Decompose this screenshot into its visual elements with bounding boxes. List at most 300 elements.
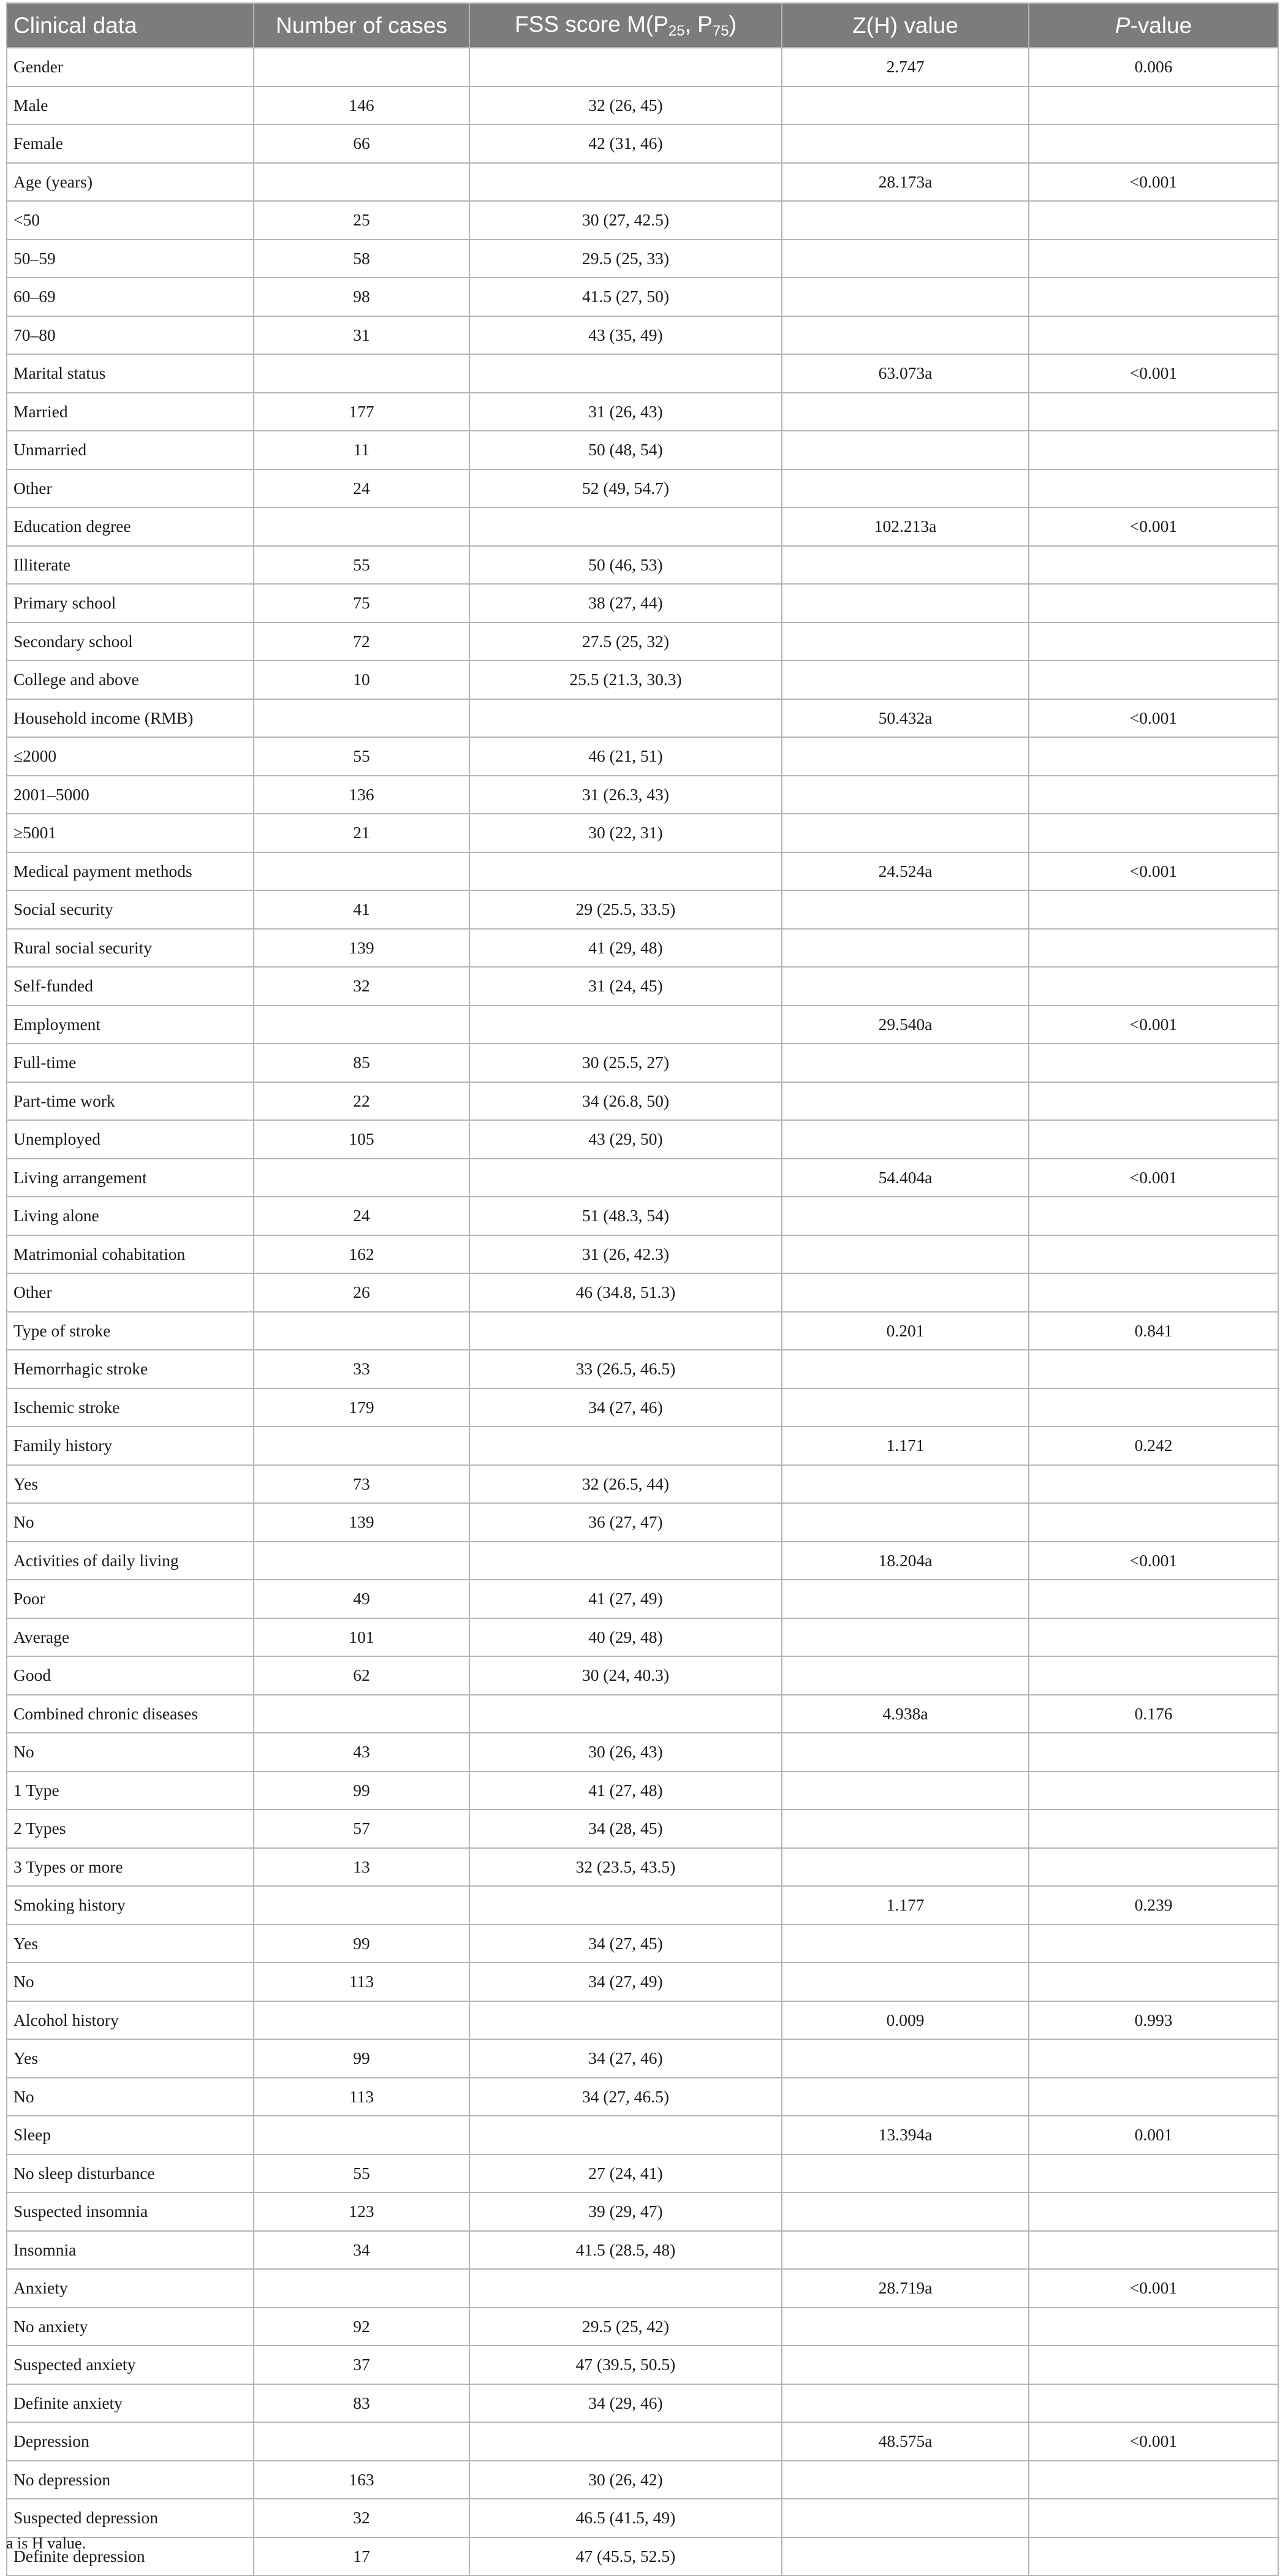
table-container (6, 2, 1278, 2576)
cell-p-value (1029, 1733, 1278, 1771)
cell-number-of-cases: 13 (254, 1848, 469, 1887)
cell-p-value (1029, 1465, 1278, 1504)
cell-p-value: <0.001 (1029, 1542, 1278, 1580)
cell-fss-score: 51 (48.3, 54) (469, 1197, 782, 1235)
cell-fss-score: 30 (27, 42.5) (469, 201, 782, 240)
cell-z-value: 50.432a (782, 699, 1029, 738)
cell-p-value (1029, 1580, 1278, 1618)
cell-fss-score (469, 1695, 782, 1733)
table-row (7, 967, 1278, 1006)
cell-number-of-cases: 24 (254, 469, 469, 508)
cell-number-of-cases (254, 2422, 469, 2461)
cell-number-of-cases: 11 (254, 431, 469, 469)
cell-p-value (1029, 1082, 1278, 1121)
cell-clinical-data: Rural social security (7, 929, 254, 968)
cell-p-value: 0.176 (1029, 1695, 1278, 1733)
header-z-value-text: Z(H) value (852, 12, 958, 38)
cell-fss-score: 27 (24, 41) (469, 2154, 782, 2193)
cell-fss-score: 25.5 (21.3, 30.3) (469, 661, 782, 699)
cell-p-value (1029, 1197, 1278, 1235)
table-row (7, 1426, 1278, 1465)
cell-p-value (1029, 2078, 1278, 2116)
cell-fss-score: 41 (27, 48) (469, 1771, 782, 1810)
cell-z-value (782, 2461, 1029, 2499)
table-row (7, 1618, 1278, 1657)
header-clinical-data-text: Clinical data (13, 12, 137, 38)
cell-number-of-cases: 22 (254, 1082, 469, 1121)
cell-clinical-data: No depression (7, 2461, 254, 2499)
cell-fss-score: 47 (45.5, 52.5) (469, 2537, 782, 2576)
cell-fss-score: 34 (27, 46) (469, 2039, 782, 2078)
cell-p-value (1029, 2154, 1278, 2193)
cell-p-value (1029, 737, 1278, 776)
cell-number-of-cases: 105 (254, 1120, 469, 1159)
cell-clinical-data: 2001–5000 (7, 776, 254, 814)
header-p-value (1029, 3, 1278, 48)
cell-clinical-data: Depression (7, 2422, 254, 2461)
cell-number-of-cases (254, 48, 469, 86)
cell-p-value (1029, 2308, 1278, 2346)
cell-fss-score: 38 (27, 44) (469, 584, 782, 623)
cell-fss-score: 47 (39.5, 50.5) (469, 2346, 782, 2384)
table-row (7, 2422, 1278, 2461)
cell-fss-score: 34 (27, 46.5) (469, 2078, 782, 2116)
cell-p-value (1029, 2231, 1278, 2270)
cell-p-value: 0.239 (1029, 1886, 1278, 1925)
table-row (7, 929, 1278, 968)
header-fss-end: ) (729, 11, 737, 37)
header-fss-sub-75: 75 (712, 22, 729, 39)
cell-number-of-cases (254, 1006, 469, 1044)
cell-fss-score: 41.5 (27, 50) (469, 278, 782, 316)
cell-z-value (782, 393, 1029, 431)
table-footnote: a is H value. (6, 2534, 86, 2552)
cell-z-value (782, 2039, 1029, 2078)
cell-z-value (782, 623, 1029, 661)
cell-z-value: 18.204a (782, 1542, 1029, 1580)
cell-z-value (782, 124, 1029, 163)
cell-z-value (782, 737, 1029, 776)
cell-number-of-cases: 99 (254, 2039, 469, 2078)
cell-p-value (1029, 1925, 1278, 1963)
cell-fss-score: 46 (21, 51) (469, 737, 782, 776)
cell-p-value: <0.001 (1029, 1006, 1278, 1044)
cell-z-value (782, 1503, 1029, 1542)
cell-clinical-data: No (7, 1733, 254, 1771)
cell-p-value (1029, 1809, 1278, 1848)
table-row (7, 661, 1278, 699)
cell-number-of-cases (254, 1312, 469, 1351)
table-body (7, 48, 1278, 2575)
cell-p-value (1029, 2537, 1278, 2576)
cell-clinical-data: Suspected anxiety (7, 2346, 254, 2384)
table-row (7, 2346, 1278, 2384)
cell-fss-score: 31 (26, 43) (469, 393, 782, 431)
cell-number-of-cases: 55 (254, 2154, 469, 2193)
cell-fss-score: 46 (34.8, 51.3) (469, 1273, 782, 1312)
cell-fss-score: 30 (26, 43) (469, 1733, 782, 1771)
cell-z-value (782, 1656, 1029, 1695)
table-row (7, 1273, 1278, 1312)
header-number-of-cases-text: Number of cases (276, 12, 447, 38)
table-row (7, 890, 1278, 929)
cell-number-of-cases: 177 (254, 393, 469, 431)
cell-clinical-data: No (7, 1963, 254, 2001)
cell-z-value: 29.540a (782, 1006, 1029, 1044)
cell-clinical-data: Unmarried (7, 431, 254, 469)
table-row (7, 507, 1278, 546)
cell-p-value (1029, 584, 1278, 623)
cell-number-of-cases: 98 (254, 278, 469, 316)
cell-z-value: 1.177 (782, 1886, 1029, 1925)
cell-p-value: <0.001 (1029, 2422, 1278, 2461)
cell-clinical-data: College and above (7, 661, 254, 699)
cell-p-value (1029, 469, 1278, 508)
table-row (7, 1925, 1278, 1963)
cell-fss-score: 52 (49, 54.7) (469, 469, 782, 508)
cell-p-value (1029, 1503, 1278, 1542)
cell-z-value (782, 1350, 1029, 1388)
cell-fss-score: 41.5 (28.5, 48) (469, 2231, 782, 2270)
table-row (7, 2154, 1278, 2193)
cell-z-value (782, 584, 1029, 623)
header-fss-score (469, 3, 782, 48)
table-row (7, 2537, 1278, 2576)
cell-clinical-data: Other (7, 469, 254, 508)
cell-z-value: 48.575a (782, 2422, 1029, 2461)
cell-number-of-cases: 57 (254, 1809, 469, 1848)
cell-clinical-data: Other (7, 1273, 254, 1312)
cell-number-of-cases (254, 507, 469, 546)
cell-p-value (1029, 2192, 1278, 2231)
cell-number-of-cases: 101 (254, 1618, 469, 1657)
cell-fss-score (469, 852, 782, 891)
cell-clinical-data: No (7, 1503, 254, 1542)
cell-p-value (1029, 1120, 1278, 1159)
cell-z-value (782, 2308, 1029, 2346)
cell-fss-score: 39 (29, 47) (469, 2192, 782, 2231)
header-fss-main: FSS score M(P (515, 11, 668, 37)
table-row (7, 737, 1278, 776)
cell-p-value: <0.001 (1029, 2269, 1278, 2308)
cell-z-value: 1.171 (782, 1426, 1029, 1465)
cell-p-value (1029, 1771, 1278, 1810)
cell-number-of-cases: 92 (254, 2308, 469, 2346)
cell-fss-score: 30 (22, 31) (469, 814, 782, 852)
cell-number-of-cases: 99 (254, 1771, 469, 1810)
cell-z-value (782, 2078, 1029, 2116)
cell-p-value (1029, 201, 1278, 240)
cell-p-value (1029, 1044, 1278, 1082)
cell-z-value (782, 2154, 1029, 2193)
cell-fss-score: 34 (26.8, 50) (469, 1082, 782, 1121)
cell-z-value (782, 661, 1029, 699)
cell-fss-score: 27.5 (25, 32) (469, 623, 782, 661)
cell-clinical-data: Social security (7, 890, 254, 929)
cell-number-of-cases: 55 (254, 737, 469, 776)
cell-clinical-data: Poor (7, 1580, 254, 1618)
cell-fss-score: 34 (29, 46) (469, 2384, 782, 2423)
cell-number-of-cases: 26 (254, 1273, 469, 1312)
cell-clinical-data: Yes (7, 1925, 254, 1963)
header-z-value (782, 3, 1029, 48)
cell-number-of-cases: 55 (254, 546, 469, 585)
cell-number-of-cases: 113 (254, 2078, 469, 2116)
cell-z-value: 28.173a (782, 163, 1029, 202)
table-row (7, 86, 1278, 125)
cell-fss-score: 34 (27, 46) (469, 1388, 782, 1427)
table-row (7, 2384, 1278, 2423)
cell-p-value (1029, 431, 1278, 469)
cell-z-value (782, 201, 1029, 240)
cell-number-of-cases: 49 (254, 1580, 469, 1618)
cell-fss-score: 34 (27, 49) (469, 1963, 782, 2001)
cell-z-value (782, 929, 1029, 968)
cell-z-value (782, 814, 1029, 852)
cell-p-value (1029, 546, 1278, 585)
cell-p-value (1029, 1618, 1278, 1657)
cell-z-value (782, 1963, 1029, 2001)
table-row (7, 852, 1278, 891)
cell-number-of-cases: 113 (254, 1963, 469, 2001)
table-row (7, 1120, 1278, 1159)
cell-number-of-cases: 62 (254, 1656, 469, 1695)
cell-clinical-data: Living arrangement (7, 1159, 254, 1197)
table-row (7, 469, 1278, 508)
table-row (7, 1963, 1278, 2001)
cell-p-value (1029, 2039, 1278, 2078)
table-row (7, 1848, 1278, 1887)
cell-fss-score: 43 (35, 49) (469, 316, 782, 355)
cell-clinical-data: Marital status (7, 354, 254, 393)
cell-number-of-cases: 21 (254, 814, 469, 852)
cell-p-value (1029, 86, 1278, 125)
cell-number-of-cases: 83 (254, 2384, 469, 2423)
cell-p-value (1029, 316, 1278, 355)
cell-clinical-data: <50 (7, 201, 254, 240)
table-row (7, 2461, 1278, 2499)
cell-number-of-cases: 34 (254, 2231, 469, 2270)
cell-z-value (782, 431, 1029, 469)
cell-fss-score: 30 (25.5, 27) (469, 1044, 782, 1082)
header-fss-sep: , P (684, 11, 713, 37)
cell-number-of-cases: 43 (254, 1733, 469, 1771)
table-row (7, 1082, 1278, 1121)
table-row (7, 48, 1278, 86)
table-row (7, 546, 1278, 585)
cell-clinical-data: Unemployed (7, 1120, 254, 1159)
cell-clinical-data: Full-time (7, 1044, 254, 1082)
cell-z-value (782, 967, 1029, 1006)
cell-clinical-data: Activities of daily living (7, 1542, 254, 1580)
table-row (7, 1656, 1278, 1695)
cell-p-value (1029, 1273, 1278, 1312)
cell-clinical-data: Suspected insomnia (7, 2192, 254, 2231)
cell-clinical-data: Definite depression (7, 2537, 254, 2576)
cell-number-of-cases: 99 (254, 1925, 469, 1963)
cell-p-value (1029, 1656, 1278, 1695)
cell-clinical-data: Medical payment methods (7, 852, 254, 891)
cell-clinical-data: Education degree (7, 507, 254, 546)
cell-z-value (782, 2346, 1029, 2384)
cell-number-of-cases: 146 (254, 86, 469, 125)
cell-p-value: 0.993 (1029, 2001, 1278, 2040)
cell-z-value (782, 1388, 1029, 1427)
cell-fss-score: 42 (31, 46) (469, 124, 782, 163)
cell-clinical-data: Hemorrhagic stroke (7, 1350, 254, 1388)
table-row (7, 431, 1278, 469)
cell-fss-score: 30 (26, 42) (469, 2461, 782, 2499)
cell-clinical-data: Age (years) (7, 163, 254, 202)
cell-clinical-data: Self-funded (7, 967, 254, 1006)
cell-number-of-cases: 139 (254, 929, 469, 968)
cell-z-value (782, 1771, 1029, 1810)
table-row (7, 1197, 1278, 1235)
cell-fss-score (469, 2116, 782, 2154)
cell-z-value (782, 2192, 1029, 2231)
cell-z-value (782, 1848, 1029, 1887)
cell-z-value (782, 1044, 1029, 1082)
cell-fss-score: 29.5 (25, 33) (469, 240, 782, 278)
cell-number-of-cases: 75 (254, 584, 469, 623)
cell-fss-score (469, 2269, 782, 2308)
cell-z-value (782, 86, 1029, 125)
cell-number-of-cases (254, 852, 469, 891)
cell-fss-score (469, 1886, 782, 1925)
cell-fss-score: 43 (29, 50) (469, 1120, 782, 1159)
cell-z-value: 28.719a (782, 2269, 1029, 2308)
cell-clinical-data: Household income (RMB) (7, 699, 254, 738)
cell-number-of-cases: 25 (254, 201, 469, 240)
cell-clinical-data: Sleep (7, 2116, 254, 2154)
cell-fss-score (469, 163, 782, 202)
table-row (7, 1809, 1278, 1848)
header-number-of-cases (254, 3, 469, 48)
cell-p-value (1029, 2461, 1278, 2499)
cell-number-of-cases (254, 2269, 469, 2308)
cell-clinical-data: Secondary school (7, 623, 254, 661)
cell-z-value (782, 1120, 1029, 1159)
table-row (7, 584, 1278, 623)
table-row (7, 278, 1278, 316)
cell-z-value (782, 278, 1029, 316)
cell-number-of-cases: 72 (254, 623, 469, 661)
cell-p-value (1029, 278, 1278, 316)
table-row (7, 2116, 1278, 2154)
cell-z-value: 102.213a (782, 507, 1029, 546)
cell-p-value (1029, 661, 1278, 699)
cell-z-value (782, 1235, 1029, 1274)
cell-p-value (1029, 240, 1278, 278)
cell-fss-score: 41 (27, 49) (469, 1580, 782, 1618)
cell-number-of-cases: 73 (254, 1465, 469, 1504)
cell-p-value (1029, 623, 1278, 661)
cell-p-value (1029, 1350, 1278, 1388)
cell-p-value (1029, 890, 1278, 929)
cell-z-value (782, 1809, 1029, 1848)
table-row (7, 1465, 1278, 1504)
cell-clinical-data: 60–69 (7, 278, 254, 316)
cell-clinical-data: Primary school (7, 584, 254, 623)
cell-number-of-cases: 17 (254, 2537, 469, 2576)
cell-number-of-cases: 10 (254, 661, 469, 699)
cell-clinical-data: 1 Type (7, 1771, 254, 1810)
cell-fss-score (469, 699, 782, 738)
cell-clinical-data: Combined chronic diseases (7, 1695, 254, 1733)
cell-z-value (782, 1082, 1029, 1121)
cell-number-of-cases: 66 (254, 124, 469, 163)
cell-clinical-data: 2 Types (7, 1809, 254, 1848)
cell-p-value: 0.242 (1029, 1426, 1278, 1465)
cell-number-of-cases: 32 (254, 2499, 469, 2537)
table-row (7, 2192, 1278, 2231)
cell-fss-score: 34 (27, 45) (469, 1925, 782, 1963)
cell-z-value (782, 469, 1029, 508)
cell-number-of-cases: 32 (254, 967, 469, 1006)
table-row (7, 316, 1278, 355)
table-row (7, 163, 1278, 202)
table-row (7, 2499, 1278, 2537)
cell-number-of-cases: 162 (254, 1235, 469, 1274)
cell-z-value (782, 776, 1029, 814)
cell-clinical-data: Definite anxiety (7, 2384, 254, 2423)
table-row (7, 1006, 1278, 1044)
cell-fss-score (469, 1006, 782, 1044)
cell-number-of-cases: 123 (254, 2192, 469, 2231)
cell-z-value (782, 1925, 1029, 1963)
cell-p-value (1029, 1235, 1278, 1274)
table-row (7, 1542, 1278, 1580)
table-row (7, 1388, 1278, 1427)
cell-fss-score: 29.5 (25, 42) (469, 2308, 782, 2346)
cell-fss-score: 31 (24, 45) (469, 967, 782, 1006)
table-row (7, 2231, 1278, 2270)
table-row (7, 1886, 1278, 1925)
table-row (7, 201, 1278, 240)
cell-number-of-cases: 136 (254, 776, 469, 814)
cell-fss-score: 31 (26.3, 43) (469, 776, 782, 814)
cell-z-value (782, 1465, 1029, 1504)
cell-fss-score: 33 (26.5, 46.5) (469, 1350, 782, 1388)
cell-clinical-data: Ischemic stroke (7, 1388, 254, 1427)
cell-number-of-cases: 58 (254, 240, 469, 278)
cell-p-value (1029, 929, 1278, 968)
cell-clinical-data: Type of stroke (7, 1312, 254, 1351)
cell-number-of-cases: 31 (254, 316, 469, 355)
cell-clinical-data: Suspected depression (7, 2499, 254, 2537)
cell-fss-score: 34 (28, 45) (469, 1809, 782, 1848)
cell-z-value (782, 890, 1029, 929)
cell-clinical-data: Illiterate (7, 546, 254, 585)
cell-number-of-cases: 179 (254, 1388, 469, 1427)
cell-z-value (782, 316, 1029, 355)
cell-clinical-data: 70–80 (7, 316, 254, 355)
cell-number-of-cases: 163 (254, 2461, 469, 2499)
cell-p-value (1029, 1963, 1278, 2001)
table-row (7, 124, 1278, 163)
cell-clinical-data: Married (7, 393, 254, 431)
table-row (7, 814, 1278, 852)
cell-clinical-data: Family history (7, 1426, 254, 1465)
header-p-rest: -value (1130, 12, 1192, 38)
cell-p-value: 0.841 (1029, 1312, 1278, 1351)
cell-z-value: 0.009 (782, 2001, 1029, 2040)
cell-number-of-cases (254, 163, 469, 202)
table-row (7, 1044, 1278, 1082)
table-row (7, 1350, 1278, 1388)
table-row (7, 2039, 1278, 2078)
cell-fss-score: 30 (24, 40.3) (469, 1656, 782, 1695)
